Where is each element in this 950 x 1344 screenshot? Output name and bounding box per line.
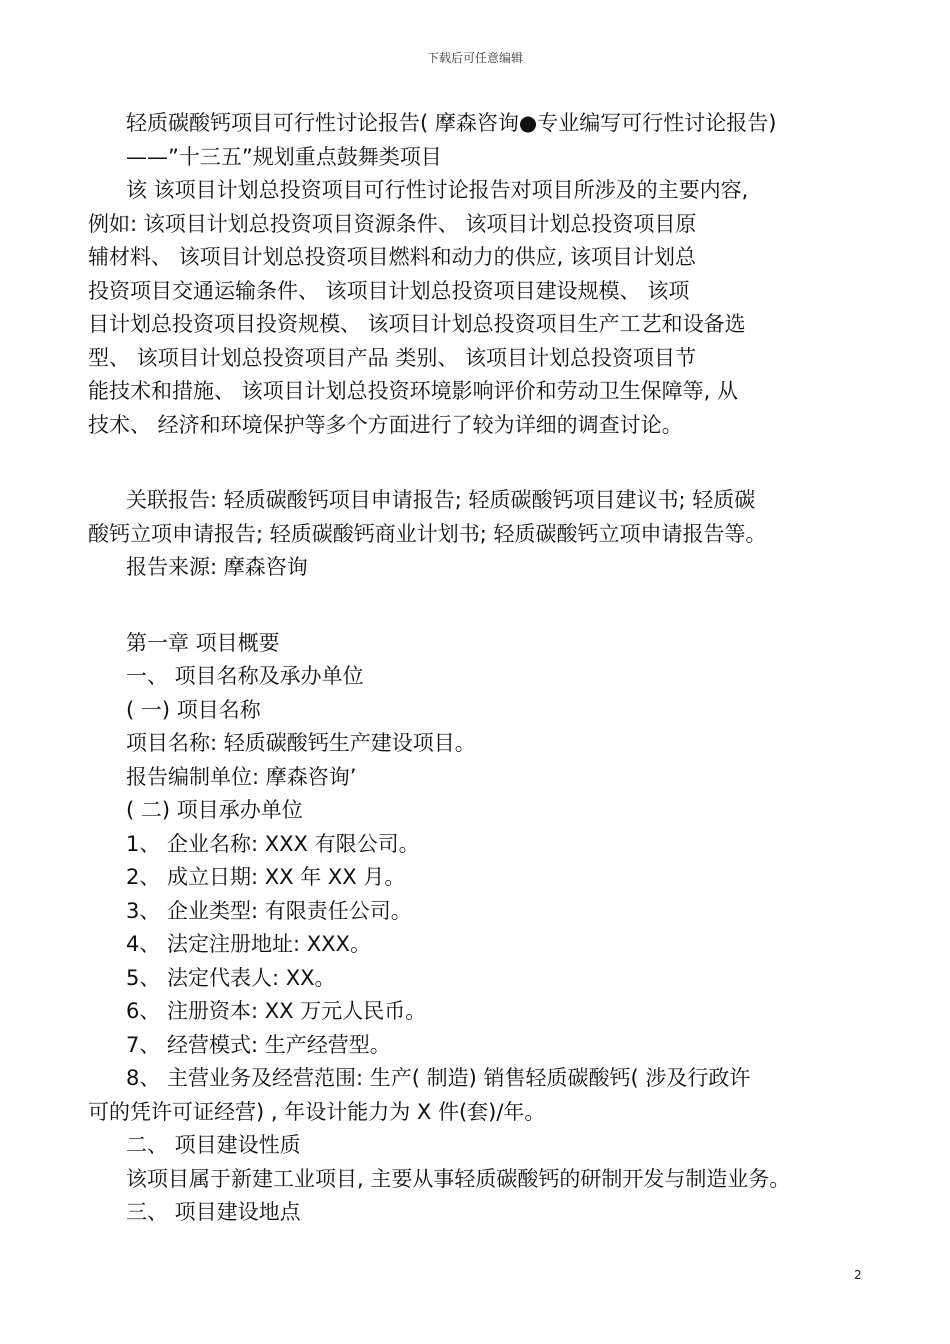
intro-line-5: 目计划总投资项目投资规模、 该项目计划总投资项目生产工艺和设备选 [88,312,746,336]
chapter-title: 第一章 项目概要 [126,630,280,655]
intro-line-6: 型、 该项目计划总投资项目产品 类别、 该项目计划总投资项目节 [88,345,697,370]
document-body [88,107,864,1230]
company-item-2: 2、 成立日期: XX 年 XX 月。 [126,865,406,889]
chapter-gap [88,585,864,627]
document-title: 轻质碳酸钙项目可行性讨论报告( 摩森咨询●专业编写可行性讨论报告) [126,111,777,135]
report-source: 报告来源: 摩森咨询 [126,555,308,579]
company-item-4: 4、 法定注册地址: XXX。 [126,932,371,956]
document-subtitle: ——”十三五”规划重点鼓舞类项目 [126,144,442,169]
intro-line-3: 辅材料、 该项目计划总投资项目燃料和动力的供应, 该项目计划总 [88,245,697,269]
related-line-2: 酸钙立项申请报告; 轻质碳酸钙商业计划书; 轻质碳酸钙立项申请报告等。 [88,521,767,546]
intro-line-1: 该 该项目计划总投资项目可行性讨论报告对项目所涉及的主要内容, [126,178,749,202]
section-project-name-heading: 一、 项目名称及承办单位 [126,664,364,688]
section-project-nature-heading: 二、 项目建设性质 [126,1133,301,1157]
intro-line-7: 能技术和措施、 该项目计划总投资环境影响评价和劳动卫生保障等, 从 [88,379,739,403]
project-nature-text: 该项目属于新建工业项目, 主要从事轻质碳酸钙的研制开发与制造业务。 [126,1166,791,1191]
company-item-6: 6、 注册资本: XX 万元人民币。 [126,999,427,1023]
company-item-7: 7、 经营模式: 生产经营型。 [126,1032,391,1057]
section-project-location-heading: 三、 项目建设地点 [126,1200,301,1224]
page-header: 下载后可任意编辑 [426,51,523,65]
project-name-text: 项目名称: 轻质碳酸钙生产建设项目。 [126,731,476,755]
company-item-5: 5、 法定代表人: XX。 [126,965,336,990]
intro-line-8: 技术、 经济和环境保护等多个方面进行了较为详细的调查讨论。 [88,412,683,437]
page-number: 2 [854,1268,862,1282]
intro-line-2: 例如: 该项目计划总投资项目资源条件、 该项目计划总投资项目原 [88,211,697,236]
company-item-3: 3、 企业类型: 有限责任公司。 [126,898,412,923]
intro-line-4: 投资项目交通运输条件、 该项目计划总投资项目建设规模、 该项 [88,278,690,303]
related-line-1: 关联报告: 轻质碳酸钙项目申请报告; 轻质碳酸钙项目建议书; 轻质碳 [126,488,756,512]
company-item-1: 1、 企业名称: XXX 有限公司。 [126,831,420,856]
business-scope-line-2: 可的凭许可证经营) , 年设计能力为 X 件(套)/年。 [88,1099,546,1124]
subsection-undertaking-unit: ( 二) 项目承办单位 [126,798,303,822]
subsection-project-name: ( 一) 项目名称 [126,697,261,722]
business-scope-line-1: 8、 主营业务及经营范围: 生产( 制造) 销售轻质碳酸钙( 涉及行政许 [126,1066,751,1090]
report-unit-text: 报告编制单位: 摩森咨询’ [126,764,357,789]
paragraph-gap [88,442,864,484]
